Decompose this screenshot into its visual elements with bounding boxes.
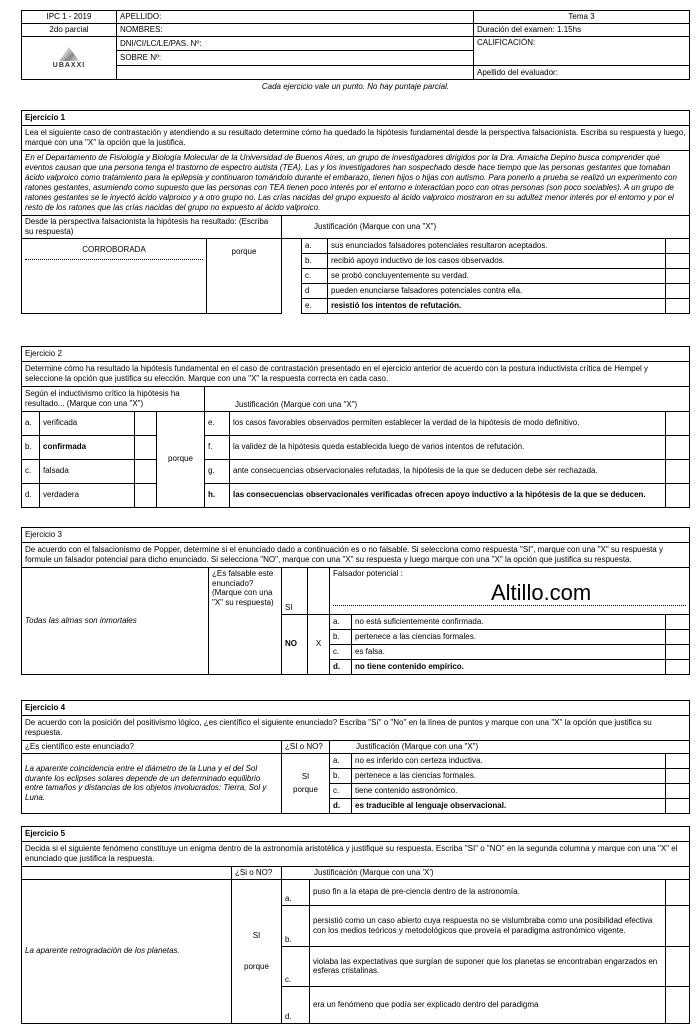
blank-field [117,66,474,80]
ej5-just-head: Justificación (Marque con una 'X') [282,867,690,879]
ej5-opt-d-text: era un fenómeno que podía ser explicado dentro del paradigma [310,986,666,1023]
ej1-opt-c-text: se probó concluyentemente su verdad. [328,268,666,283]
ej2-opt-e-letter: e. [205,411,230,435]
ej5-porque: porque [244,962,269,972]
ej4-head-q: ¿Es científico este enunciado? [22,741,282,753]
ej1-answer: CORROBORADA [82,244,146,254]
ej4-opt-a-box[interactable] [665,753,689,768]
ej5-opt-a-letter: a. [282,879,310,905]
ej5-statement: La aparente retrogradación de los planetas. [22,879,232,1023]
ej3-question: ¿Es falsable este enunciado? (Marque con una "X" su respuesta) [209,568,282,674]
ej4-title: Ejercicio 4 [21,700,690,716]
ej2-res-a-text: verificada [40,411,135,435]
ej2-res-c-text: falsada [40,459,135,483]
ej3-no: NO [282,614,308,674]
ej5-opt-d-box[interactable] [665,986,689,1023]
ej2-opt-e-text: los casos favorables observados permiten establecer la verdad de la hipótesis de modo definitivo. [230,411,666,435]
ej3-opt-a-letter: a. [330,614,352,629]
ej2-res-c-box[interactable] [135,459,157,483]
calificacion-field[interactable]: CALIFICACIÓN: [474,37,690,66]
ej5-opt-c-box[interactable] [665,946,689,986]
ej2-opt-e-box[interactable] [666,411,690,435]
ej4-head-sino: ¿SI o NO? [282,741,330,753]
tema-label: Tema 3 [474,11,690,24]
ej1-left-head: Desde la perspectiva falsacionista la hipótesis ha resultado: (Escriba su respuesta) [22,216,282,238]
ej3-falsador-label: Falsador potencial : [333,569,403,578]
ej1-opt-a-box[interactable] [666,238,690,253]
ej4-opt-d-letter: d. [330,798,352,813]
dni-field[interactable]: DNI/CI/LC/LE/PAS. Nº: [117,37,474,51]
ej4-opt-a-letter: a. [330,753,352,768]
ejercicio-5 [21,826,690,1024]
ej4-porque: porque [293,785,318,795]
ej5-opt-a-box[interactable] [665,879,689,905]
ej1-answer-line [25,259,203,260]
ej1-opt-e-text: resistió los intentos de refutación. [328,298,666,313]
ej3-opt-d-text: no tiene contenido empírico. [352,659,666,674]
apellido-field[interactable]: APELLIDO: [117,11,474,24]
ej4-prompt: De acuerdo con la posición del positivismo lógico, ¿es científico el siguiente enunciado? Escriba "Sí" o "No" en la línea de puntos y marque con una "X" la opción que justifica su respuesta. [21,716,690,741]
duracion-label: Duración del examen: 1.15hs [474,24,690,37]
ej3-si-box[interactable] [308,568,330,614]
ej1-spacer [282,238,302,313]
ej3-opt-d-letter: d. [330,659,352,674]
logo [22,37,117,80]
ej5-opt-a-text: puso fin a la etapa de pre-ciencia dentro de la astronomía. [310,879,666,905]
ej4-just-head: Justificación (Marque con una "X") [330,741,690,753]
ej1-porque: porque [207,238,282,313]
ej1-opt-e-box[interactable] [666,298,690,313]
ejercicio-3 [21,527,690,675]
ej1-opt-b-text: recibió apoyo inductivo de los casos observados. [328,253,666,268]
ej5-opt-b-text: persistió como un caso abierto cuya respuesta no se vislumbraba como una posibilidad efectiva con los medios teóricos y metodológicos que proveía el paradigma astronómico vigente. [310,905,666,946]
ej1-opt-a-text: sus enunciados falsadores potenciales resultaron aceptados. [328,238,666,253]
ej3-opt-b-letter: b. [330,629,352,644]
ej1-title: Ejercicio 1 [21,110,690,126]
ej3-falsador-cell[interactable] [330,568,690,614]
ej1-opt-d-text: pueden enunciarse falsadores potenciales contra ella. [328,283,666,298]
ej1-case: En el Departamento de Fisiología y Biología Molecular de la Universidad de Buenos Aires, un grupo de investigadores dirigidos por la Dra. Amaicha Depino busca comprender qué eventos causan que una persona tenga el trastorno de espectro autista (TEA). Las y los investigadores han sospechado desde hace tiempo que las personas gestantes que tomaban ácido valproico como tratamiento para la epilepsia y continuaron tomándolo durante el embarazo, tienen hijos o hijas con autismo. Para ponerlo a prueba se realizó un experimento con ratones gestantes, asumiendo como supuesto que las personas con TEA tienen poco interés por el entorno e interactúan poco con otras personas (son poco sociables). A un grupo de ratones gestantes se le inyectó ácido valproico y a otro grupo no. Las crías nacidas del grupo expuesto al ácido valproico mostraron en su adultez menor interés por el entorno y por el resto de los ratones que las crías nacidas del grupo no expuesto al ácido valproico. [21,151,690,216]
ej2-res-a-box[interactable] [135,411,157,435]
ej2-opt-f-letter: f. [205,435,230,459]
ej3-opt-b-text: pertenece a las ciencias formales. [352,629,666,644]
ej1-opt-b-letter: b. [302,253,328,268]
ej2-opt-g-box[interactable] [666,459,690,483]
ej5-opt-d-letter: d. [282,986,310,1023]
course-label: IPC 1 - 2019 [22,11,117,24]
ej2-opt-h-box[interactable] [666,483,690,507]
ej5-head-sino: ¿Si o NO? [232,867,282,879]
ej2-opt-g-letter: g. [205,459,230,483]
ej1-opt-c-letter: c. [302,268,328,283]
ej2-res-a-letter: a. [22,411,40,435]
ej2-res-d-box[interactable] [135,483,157,507]
ej2-porque: porque [157,411,205,507]
ej3-opt-c-letter: c. [330,644,352,659]
scoring-note: Cada ejercicio vale un punto. No hay puntaje parcial. [261,82,450,91]
ej2-opt-h-text: las consecuencias observacionales verificadas ofrecen apoyo inductivo a la hipótesis de la que se deducen. [230,483,666,507]
ej5-opt-b-box[interactable] [665,905,689,946]
ej1-answer-cell[interactable] [22,238,207,313]
ej5-opt-c-letter: c. [282,946,310,986]
ej3-si: SI [282,568,308,614]
ej2-opt-g-text: ante consecuencias observacionales refutadas, la hipótesis de la que se deducen debe ser rechazada. [230,459,666,483]
ejercicio-2 [21,346,690,508]
ej3-opt-c-box[interactable] [666,644,690,659]
ej2-title: Ejercicio 2 [21,346,690,362]
ej2-opt-f-text: la validez de la hipótesis queda establecida luego de varios intentos de refutación. [230,435,666,459]
ejercicio-1 [21,110,690,314]
ej1-just-head: Justificación (Marque con una "X") [282,216,690,238]
ej5-opt-b-letter: b. [282,905,310,946]
ej3-opt-a-box[interactable] [666,614,690,629]
ej5-answer-cell[interactable] [232,879,282,1023]
ej1-prompt: Lea el siguiente caso de contrastación y atendiendo a su resultado determine cómo ha quedado la hipótesis fundamental desde la perspectiva falsacionista. Escriba su respuesta y luego, marque con una "X" la opción que la justifica. [21,126,690,151]
ej2-opt-f-box[interactable] [666,435,690,459]
ejercicio-4 [21,700,690,814]
ej3-statement: Todas las almas son inmortales [22,568,209,674]
logo-text: UBAXXI [52,62,86,70]
ej2-opt-h-letter: h. [205,483,230,507]
ej2-res-b-box[interactable] [135,435,157,459]
ej3-title: Ejercicio 3 [21,527,690,543]
ej2-res-b-text: confirmada [40,435,135,459]
ej2-res-b-letter: b. [22,435,40,459]
watermark: Altillo.com [491,580,592,605]
ej3-no-mark[interactable]: X [308,614,330,674]
ej4-opt-c-letter: c. [330,783,352,798]
nombres-field[interactable]: NOMBRES: [117,24,474,37]
ej4-opt-b-text: pertenece a las ciencias formales. [352,768,666,783]
ej4-answer-cell[interactable] [282,753,330,813]
ej3-opt-d-box[interactable] [666,659,690,674]
ej4-opt-a-text: no es inferido con certeza inductiva. [352,753,666,768]
ej1-opt-a-letter: a. [302,238,328,253]
ej2-prompt: Determine cómo ha resultado la hipótesis fundamental en el caso de contrastación presentado en el ejercicio anterior de acuerdo con la postura inductivista crítica de Hempel y seleccione la opción que justifica su elección. Marque con una "X" la respuesta correcta en cada caso. [21,362,690,387]
ej5-prompt: Decida si el siguiente fenómeno constituye un enigma dentro de la astronomía aristotélica y justifique su respuesta. Escriba "SI" o "NO" en la segunda columna y marque con una "X" el enunciado que justifica la respuesta. [21,842,690,867]
ej3-prompt: De acuerdo con el falsacionismo de Popper, determine si el enunciado dado a continuación es o no falsable. Si selecciona como respuesta "SI", marque con una "X" su respuesta y formule un falsador potencial para dicho enunciado. Si selecciona "NO", marque con una "X" su respuesta y luego marque con una "X" la opción que justifica su respuesta. [21,543,690,568]
ej2-res-c-letter: c. [22,459,40,483]
ej1-opt-d-box[interactable] [666,283,690,298]
ej4-statement: La aparente coincidencia entre el diámetro de la Luna y el del Sol durante los eclipses solares depende de un determinado equilibrio entre tamaños y distancias de los objetos involucrados: Tierra, Sol y Luna. [22,753,282,813]
ej4-opt-b-box[interactable] [665,768,689,783]
ej2-just-head: Justificación (Marque con una "X") [205,387,690,411]
sobre-field[interactable]: SOBRE Nº: [117,51,474,66]
ej3-opt-a-text: no está suficientemente confirmada. [352,614,666,629]
ej1-opt-b-box[interactable] [666,253,690,268]
ej5-answer: SI [252,930,261,940]
ej4-answer: SI [301,771,310,781]
ej1-opt-e-letter: e. [302,298,328,313]
ej4-opt-b-letter: b. [330,768,352,783]
ej2-res-d-letter: d. [22,483,40,507]
exam-header [21,10,690,91]
ej4-opt-c-box[interactable] [665,783,689,798]
ej3-opt-b-box[interactable] [666,629,690,644]
exam-label: 2do parcial [22,24,117,37]
ej1-opt-d-letter: d [302,283,328,298]
ej4-opt-d-box[interactable] [665,798,689,813]
ej2-left-head: Según el inductivismo crítico la hipótesis ha resultado... (Marque con una "X") [22,387,205,411]
ej2-res-d-text: verdadera [40,483,135,507]
ej1-opt-c-box[interactable] [666,268,690,283]
ej3-opt-c-text: es falsa. [352,644,666,659]
ej5-head-empty [22,867,232,879]
ej5-title: Ejercicio 5 [21,826,690,842]
ej4-opt-c-text: tiene contenido astronómico. [352,783,666,798]
ej4-opt-d-text: es traducible al lenguaje observacional. [352,798,666,813]
evaluador-field[interactable]: Apellido del evaluador: [474,66,690,80]
uba-logo-icon [56,47,82,61]
ej5-opt-c-text: violaba las expectativas que surgían de suponer que los planetas se encontraban engarzados en esferas cristalinas. [310,946,666,986]
